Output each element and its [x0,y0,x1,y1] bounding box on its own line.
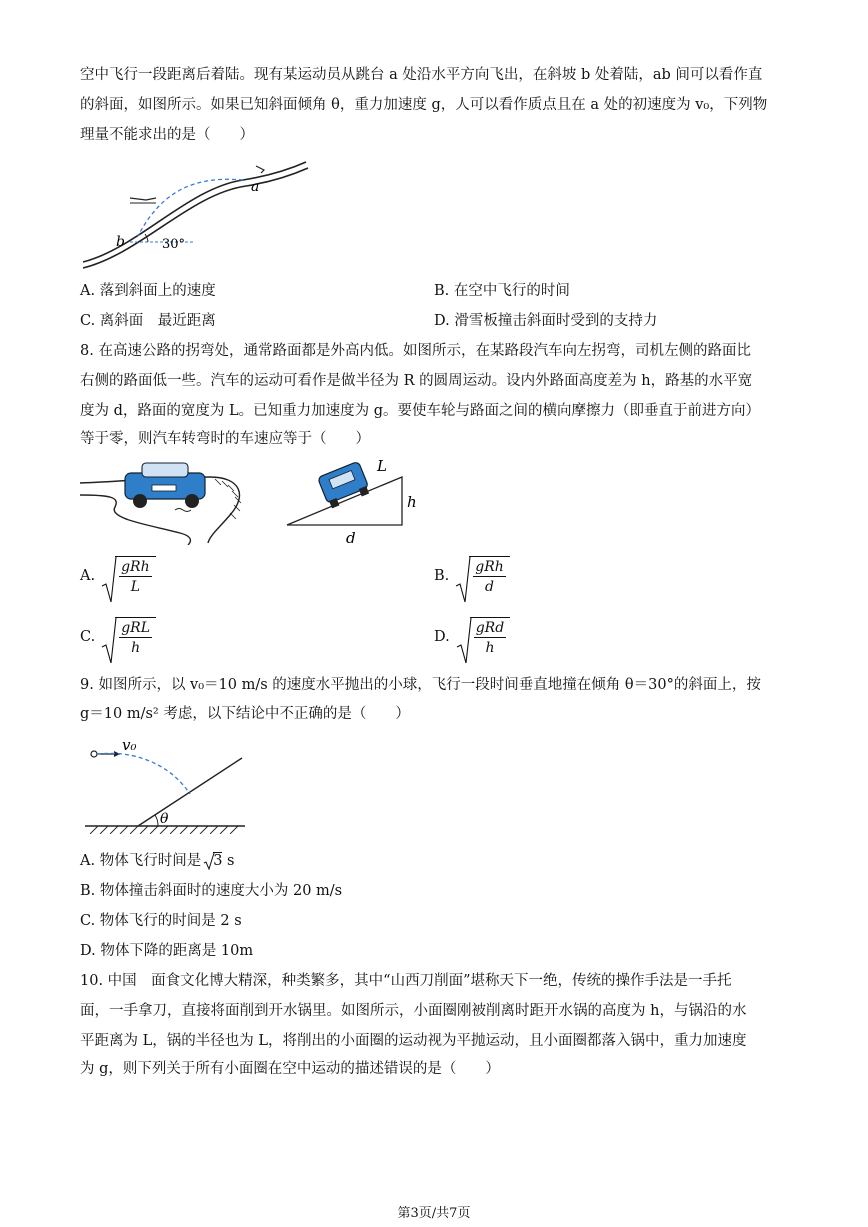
denominator: h [131,640,141,656]
q9-option-a[interactable] [80,850,235,872]
q8-line-3: 度为 d，路面的宽度为 L。已知重力加速度为 g。要使车轮与路面之间的横向摩擦力（即垂直于前进方向） [80,403,761,419]
q8-option-a[interactable] [80,556,156,595]
angle-label: 30° [162,237,186,252]
q9-option-b[interactable]: B. 物体撞击斜面时的速度大小为 20 m/s [80,883,343,899]
q7-ski-slope-figure [78,158,313,277]
numerator: gRL [121,620,150,636]
label-b: b [116,234,125,250]
q8-line-4: 等于零，则汽车转弯时的车速应等于（ ） [80,431,370,447]
q10-line-4: 为 g，则下列关于所有小面圈在空中运动的描述错误的是（ ） [80,1061,500,1077]
q7-option-c[interactable]: C. 离斜面 最近距离 [80,313,216,329]
sqrt-expression [456,617,510,656]
q10-line-3: 平距离为 L，锅的半径也为 L，将削出的小面圈的运动视为平抛运动，且小面圈都落入锅中，重力加速度 [80,1033,747,1049]
q7-option-a[interactable]: A. 落到斜面上的速度 [80,283,216,299]
q10-line-1: 10. 中国 面食文化博大精深，种类繁多，其中“山西刀削面”堪称天下一绝，传统的操作手法是一手托 [80,973,732,989]
q9-projectile-figure [80,734,250,838]
q7-option-d[interactable]: D. 滑雪板撞击斜面时受到的支持力 [434,313,658,329]
q8-option-c[interactable] [80,617,156,656]
sqrt-expression [101,617,156,656]
denominator: L [130,579,140,595]
label-h: h [407,493,417,511]
ski-slope-diagram [78,158,313,273]
denominator: h [485,640,495,656]
q8-line-2: 右侧的路面低一些。汽车的运动可看作是做半径为 R 的圆周运动。设内外路面高度差为 h，路基的水平宽 [80,373,753,389]
q9-option-d[interactable]: D. 物体下降的距离是 10m [80,943,254,959]
q9-line-1: 9. 如图所示，以 v₀＝10 m/s 的速度水平抛出的小球，飞行一段时间垂直地撞在倾角 θ＝30°的斜面上，按 [80,677,761,693]
car-turning-illustration [80,455,250,545]
unit: s [222,853,235,869]
sqrt-expression [101,556,156,595]
q9-line-2: g＝10 m/s² 考虑，以下结论中不正确的是（ ） [80,706,410,722]
label-theta: θ [160,811,169,827]
q8-option-d[interactable] [434,617,510,656]
label-L: L [377,457,387,475]
projectile-incline-diagram [80,734,250,834]
q9-option-c[interactable]: C. 物体飞行的时间是 2 s [80,913,242,929]
denominator: d [485,579,495,595]
label-a: a [251,179,260,195]
q7-line-3: 理量不能求出的是（ ） [80,127,254,143]
option-letter: C. [80,628,96,645]
label-d: d [346,529,356,547]
banked-road-diagram [282,455,422,547]
q10-line-2: 面，一手拿刀，直接将面削到开水锅里。如图所示，小面圈刚被削离时距开水锅的高度为 h，与锅沿的水 [80,1003,747,1019]
q7-line-2: 的斜面，如图所示。如果已知斜面倾角 θ，重力加速度 g，人可以看作质点且在 a 处的初速度为 v₀，下列物 [80,97,768,113]
sqrt-expression [203,850,222,872]
option-letter: B. [434,567,450,584]
q9-option-a-text: A. 物体飞行时间是 [80,853,202,869]
option-letter: A. [80,567,96,584]
radicand: 3 [213,853,223,869]
numerator: gRh [121,559,150,575]
option-letter: D. [434,628,450,645]
label-v0: v₀ [122,736,137,754]
q7-line-1: 空中飞行一段距离后着陆。现有某运动员从跳台 a 处沿水平方向飞出，在斜坡 b 处着陆，ab 间可以看作直 [80,67,763,83]
sqrt-expression [455,556,510,595]
numerator: gRh [475,559,504,575]
q8-banked-road-figure [282,455,422,551]
q7-option-b[interactable]: B. 在空中飞行的时间 [434,283,570,299]
page-footer: 第3页/共7页 [397,1206,471,1221]
q8-line-1: 8. 在高速公路的拐弯处，通常路面都是外高内低。如图所示，在某路段汽车向左拐弯，司机左侧的路面比 [80,343,751,359]
numerator: gRd [475,620,505,636]
q8-option-b[interactable] [434,556,510,595]
q8-car-curve-figure [80,455,250,549]
